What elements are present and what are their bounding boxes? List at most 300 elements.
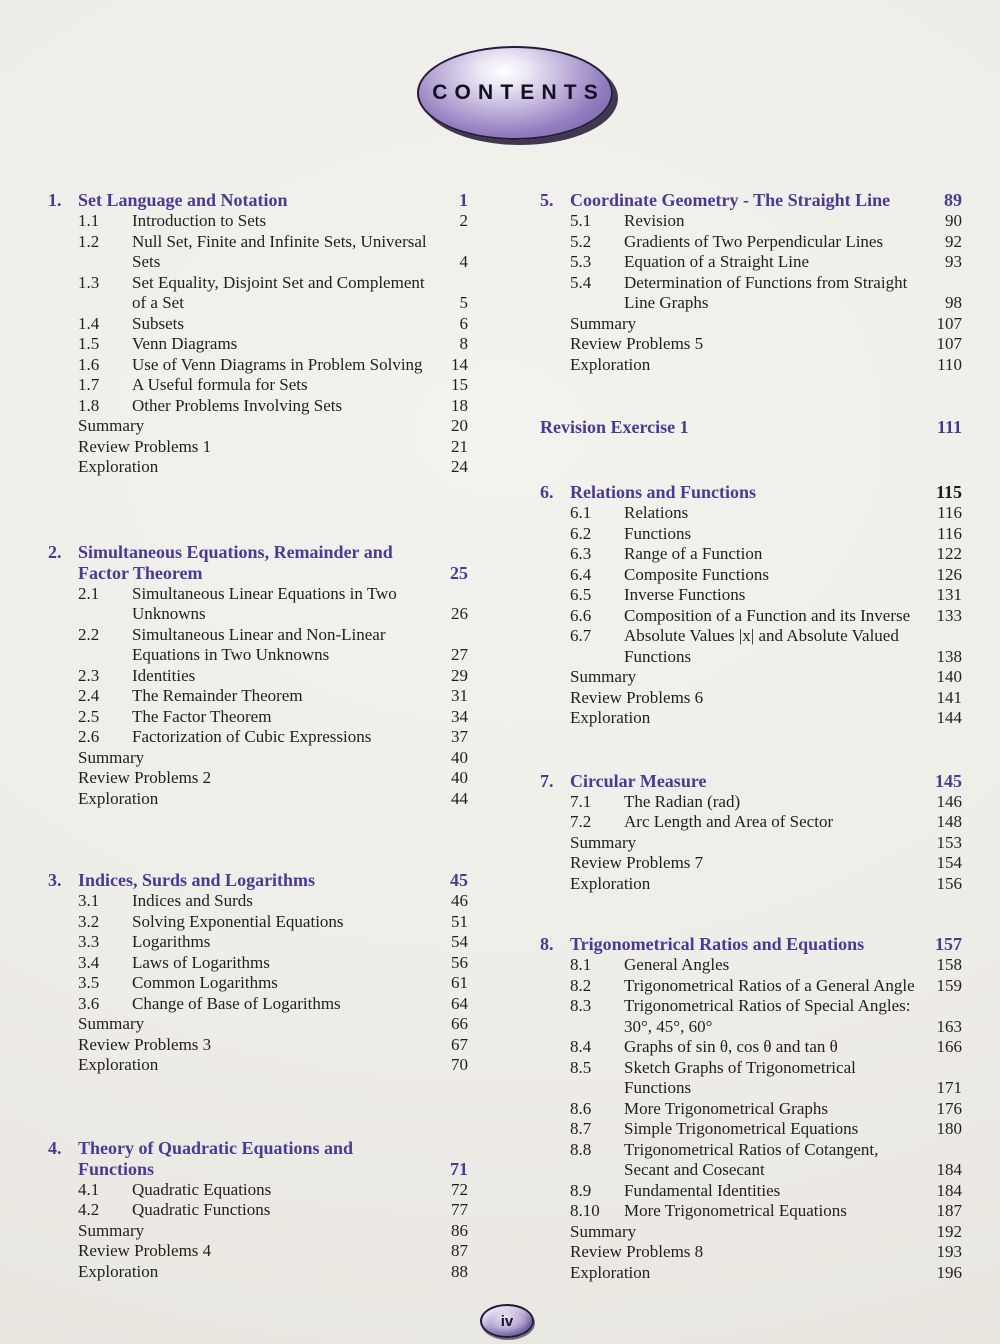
revision-exercise-block xyxy=(540,417,962,438)
entry-page: 110 xyxy=(937,354,962,374)
entry-title: Summary xyxy=(78,1014,145,1033)
entry-page: 15 xyxy=(451,375,468,394)
entry-page: 88 xyxy=(451,1261,468,1281)
entry-title: Functions xyxy=(624,1078,692,1097)
entry-number: 1.3 xyxy=(78,272,100,292)
toc-entry xyxy=(570,955,962,976)
entry-page: 146 xyxy=(936,791,962,811)
toc-entry xyxy=(570,853,962,874)
toc-entry xyxy=(78,457,468,478)
entry-title: Exploration xyxy=(78,1261,159,1281)
toc-entry xyxy=(78,768,468,789)
entry-number: 5.1 xyxy=(570,211,592,230)
entry-title: Solving Exponential Equations xyxy=(132,911,344,931)
chapter-title: Indices, Surds and Logarithms xyxy=(78,870,316,890)
toc-entry xyxy=(78,1241,468,1262)
entry-page: 31 xyxy=(451,686,468,705)
entry-page: 171 xyxy=(936,1078,962,1097)
toc-entry xyxy=(132,604,468,625)
toc-column-left xyxy=(48,190,468,1283)
entry-number: 8.8 xyxy=(570,1139,592,1159)
entry-title: Review Problems 3 xyxy=(78,1034,212,1054)
entry-title: Graphs of sin θ, cos θ and tan θ xyxy=(624,1037,838,1056)
entry-page: 187 xyxy=(936,1201,962,1220)
chapter-block xyxy=(540,771,962,895)
chapter-number: 8. xyxy=(540,934,554,954)
entry-page: 87 xyxy=(451,1241,468,1260)
toc-entry xyxy=(78,355,468,376)
toc-entry xyxy=(78,416,468,437)
entry-page: 92 xyxy=(945,231,962,251)
chapter-heading xyxy=(48,563,468,584)
chapter-title: Factor Theorem xyxy=(78,562,203,583)
entry-page: 107 xyxy=(936,334,962,353)
entry-title: Common Logarithms xyxy=(132,973,278,992)
toc-entry xyxy=(570,792,962,813)
chapter-heading xyxy=(48,1138,468,1159)
entry-number: 1.5 xyxy=(78,334,100,353)
toc-entry xyxy=(570,626,962,647)
entry-number: 8.6 xyxy=(570,1098,592,1118)
entry-page: 131 xyxy=(936,585,962,604)
entry-page: 67 xyxy=(451,1034,468,1054)
entry-number: 6.5 xyxy=(570,585,592,604)
entry-title: More Trigonometrical Graphs xyxy=(624,1098,828,1118)
toc-entry xyxy=(570,544,962,565)
entry-page: 64 xyxy=(451,993,468,1013)
toc-entry xyxy=(624,647,962,668)
toc-entry xyxy=(78,232,468,253)
entry-title: Determination of Functions from Straight xyxy=(624,272,908,292)
chapter-number: 1. xyxy=(48,190,62,210)
entry-number: 4.1 xyxy=(78,1179,100,1199)
entry-title: Fundamental Identities xyxy=(624,1180,781,1200)
entry-title: Exploration xyxy=(570,708,651,727)
entry-page: 27 xyxy=(451,645,468,664)
toc-entry xyxy=(570,667,962,688)
chapter-number: 6. xyxy=(540,482,554,502)
entry-title: Summary xyxy=(78,416,145,435)
entry-page: 133 xyxy=(936,605,962,625)
entry-title: Logarithms xyxy=(132,932,211,951)
chapter-number xyxy=(48,563,78,584)
toc-entry xyxy=(570,314,962,335)
entry-title: Exploration xyxy=(78,788,159,808)
entry-number: 6.2 xyxy=(570,523,592,543)
chapter-page: 89 xyxy=(944,190,962,210)
entry-number: 1.1 xyxy=(78,211,100,230)
entry-title: Change of Base of Logarithms xyxy=(132,993,341,1013)
entry-number: 2.1 xyxy=(78,583,100,603)
entry-title: Sets xyxy=(132,252,161,271)
toc-entry xyxy=(570,1263,962,1284)
entry-title: Laws of Logarithms xyxy=(132,952,270,972)
entry-page: 163 xyxy=(936,1016,962,1036)
toc-entry xyxy=(78,748,468,769)
entry-page: 184 xyxy=(936,1160,962,1179)
toc-entry xyxy=(78,932,468,953)
chapter-block xyxy=(48,542,468,810)
chapter-block xyxy=(540,190,962,375)
chapter-title: Theory of Quadratic Equations and xyxy=(78,1137,354,1158)
toc-entry xyxy=(132,252,468,273)
entry-page: 122 xyxy=(936,544,962,563)
toc-entry xyxy=(570,1242,962,1263)
entry-number: 6.6 xyxy=(570,605,592,625)
chapter-block xyxy=(48,870,468,1076)
entry-title: A Useful formula for Sets xyxy=(132,375,308,394)
entry-number: 8.5 xyxy=(570,1057,592,1077)
toc-entry xyxy=(78,686,468,707)
chapter-heading xyxy=(540,190,962,211)
entry-page: 141 xyxy=(936,687,962,707)
entry-title: Simple Trigonometrical Equations xyxy=(624,1119,859,1138)
entry-number: 7.2 xyxy=(570,812,592,831)
chapter-title: Revision Exercise 1 xyxy=(540,417,689,437)
chapter-heading xyxy=(48,870,468,891)
toc-entry xyxy=(78,994,468,1015)
toc-entry xyxy=(78,1221,468,1242)
chapter-number: 4. xyxy=(48,1137,62,1158)
toc-entry xyxy=(570,1181,962,1202)
toc-entry xyxy=(78,1035,468,1056)
entry-number: 1.7 xyxy=(78,375,100,394)
entry-title: Inverse Functions xyxy=(624,585,746,604)
entry-title: Exploration xyxy=(570,354,651,374)
chapter-page: 157 xyxy=(935,934,962,954)
entry-number: 8.4 xyxy=(570,1037,592,1056)
entry-title: Review Problems 5 xyxy=(570,334,704,353)
chapter-block xyxy=(540,934,962,1283)
entry-page: 193 xyxy=(936,1242,962,1261)
entry-title: Quadratic Equations xyxy=(132,1179,272,1199)
entry-page: 26 xyxy=(451,604,468,623)
entry-number: 6.1 xyxy=(570,503,592,522)
entry-title: Review Problems 8 xyxy=(570,1242,704,1261)
entry-title: Trigonometrical Ratios of Special Angles: xyxy=(624,996,911,1015)
chapter-heading xyxy=(540,771,962,792)
entry-title: Absolute Values |x| and Absolute Valued xyxy=(624,626,899,645)
entry-title: Summary xyxy=(570,1221,637,1241)
entry-number: 3.6 xyxy=(78,993,100,1013)
entry-page: 116 xyxy=(937,523,962,543)
chapter-heading xyxy=(540,934,962,955)
toc-entry xyxy=(570,585,962,606)
entry-number: 6.7 xyxy=(570,626,592,645)
entry-number: 1.2 xyxy=(78,231,100,251)
entry-title: Arc Length and Area of Sector xyxy=(624,812,834,831)
contents-badge xyxy=(0,46,1000,140)
toc-column-right xyxy=(540,190,962,1283)
entry-title: Indices and Surds xyxy=(132,891,253,910)
entry-number: 5.2 xyxy=(570,231,592,251)
toc-entry xyxy=(78,1262,468,1283)
chapter-heading xyxy=(540,482,962,503)
entry-number: 1.6 xyxy=(78,354,100,374)
entry-page: 156 xyxy=(936,873,962,893)
entry-title: Introduction to Sets xyxy=(132,211,267,230)
entry-number: 5.4 xyxy=(570,272,592,292)
toc-entry xyxy=(78,953,468,974)
entry-title: Factorization of Cubic Expressions xyxy=(132,727,372,746)
entry-page: 77 xyxy=(451,1200,468,1219)
toc-entry xyxy=(570,252,962,273)
entry-page: 153 xyxy=(936,832,962,852)
chapter-page: 111 xyxy=(936,417,962,437)
entry-number: 4.2 xyxy=(78,1200,100,1219)
entry-title: Identities xyxy=(132,665,196,685)
entry-title: Review Problems 6 xyxy=(570,687,704,707)
entry-number: 6.3 xyxy=(570,544,592,563)
toc-entry xyxy=(624,1160,962,1181)
toc-entry xyxy=(78,973,468,994)
entry-number: 2.2 xyxy=(78,624,100,644)
page-number-badge xyxy=(0,1304,1000,1338)
entry-page: 154 xyxy=(936,853,962,872)
entry-title: Equations in Two Unknowns xyxy=(132,645,330,664)
entry-number: 2.5 xyxy=(78,706,100,726)
entry-page: 44 xyxy=(451,788,468,808)
toc-entry xyxy=(78,584,468,605)
entry-page: 196 xyxy=(936,1262,962,1282)
entry-title: Secant and Cosecant xyxy=(624,1160,765,1179)
entry-number: 2.6 xyxy=(78,727,100,746)
entry-number: 6.4 xyxy=(570,564,592,584)
toc-entry xyxy=(78,912,468,933)
toc-entry xyxy=(570,355,962,376)
chapter-page: 145 xyxy=(935,770,962,791)
chapter-title: Functions xyxy=(78,1158,155,1179)
entry-page: 138 xyxy=(936,646,962,666)
toc-entry xyxy=(570,211,962,232)
toc-entry xyxy=(132,293,468,314)
toc-entry xyxy=(78,314,468,335)
entry-page: 176 xyxy=(936,1098,962,1118)
chapter-page: 1 xyxy=(459,190,468,210)
entry-title: Functions xyxy=(624,523,692,543)
entry-page: 70 xyxy=(451,1055,468,1074)
entry-title: Composition of a Function and its Inverse xyxy=(624,605,911,625)
entry-number: 3.2 xyxy=(78,911,100,931)
toc-entry xyxy=(570,1222,962,1243)
entry-number: 2.3 xyxy=(78,665,100,685)
entry-title: Exploration xyxy=(570,873,651,893)
entry-page: 166 xyxy=(936,1037,962,1056)
toc-entry xyxy=(570,708,962,729)
entry-page: 29 xyxy=(451,665,468,685)
entry-title: Quadratic Functions xyxy=(132,1200,271,1219)
entry-title: Exploration xyxy=(570,1262,651,1282)
entry-page: 21 xyxy=(451,436,468,456)
chapter-title: Set Language and Notation xyxy=(78,190,288,210)
entry-title: Summary xyxy=(78,1220,145,1240)
entry-page: 40 xyxy=(451,768,468,787)
entry-page: 14 xyxy=(451,354,468,374)
entry-title: Exploration xyxy=(78,457,159,476)
chapter-heading xyxy=(48,1159,468,1180)
entry-page: 158 xyxy=(936,955,962,974)
toc-entry xyxy=(570,833,962,854)
chapter-block xyxy=(48,1138,468,1283)
entry-number: 8.1 xyxy=(570,955,592,974)
toc-entry xyxy=(78,666,468,687)
entry-title: Review Problems 1 xyxy=(78,436,212,456)
toc-entry xyxy=(570,1119,962,1140)
entry-title: Trigonometrical Ratios of a General Angle xyxy=(624,975,915,995)
entry-number: 8.7 xyxy=(570,1119,592,1138)
entry-title: Summary xyxy=(570,667,637,686)
entry-title: Venn Diagrams xyxy=(132,334,238,353)
entry-page: 6 xyxy=(459,313,468,333)
entry-page: 159 xyxy=(936,975,962,995)
entry-title: Summary xyxy=(570,313,637,333)
entry-number: 2.4 xyxy=(78,686,100,705)
toc-entry xyxy=(570,524,962,545)
entry-page: 61 xyxy=(451,973,468,992)
entry-title: Null Set, Finite and Infinite Sets, Universal xyxy=(132,231,427,251)
chapter-heading xyxy=(540,417,962,438)
entry-page: 126 xyxy=(936,564,962,584)
entry-page: 20 xyxy=(451,416,468,435)
chapter-number xyxy=(48,1159,78,1180)
entry-page: 34 xyxy=(451,706,468,726)
entry-number: 8.3 xyxy=(570,996,592,1015)
entry-page: 144 xyxy=(936,708,962,727)
toc-entry xyxy=(78,211,468,232)
chapter-page: 25 xyxy=(450,562,468,583)
entry-page: 8 xyxy=(459,334,468,353)
entry-number: 8.10 xyxy=(570,1201,600,1220)
entry-page: 46 xyxy=(451,891,468,910)
entry-title: Functions xyxy=(624,646,692,666)
entry-page: 2 xyxy=(459,211,468,230)
entry-title: Gradients of Two Perpendicular Lines xyxy=(624,231,884,251)
toc-entry xyxy=(78,273,468,294)
entry-number: 5.3 xyxy=(570,252,592,271)
toc-entry xyxy=(570,232,962,253)
entry-page: 116 xyxy=(937,503,962,522)
toc-entry xyxy=(570,334,962,355)
chapter-title: Coordinate Geometry - The Straight Line xyxy=(570,190,891,210)
toc-entry xyxy=(570,1037,962,1058)
entry-title: Use of Venn Diagrams in Problem Solving xyxy=(132,354,423,374)
entry-title: Review Problems 7 xyxy=(570,853,704,872)
entry-title: Composite Functions xyxy=(624,564,769,584)
toc-entry xyxy=(78,1055,468,1076)
entry-title: General Angles xyxy=(624,955,730,974)
chapter-title: Simultaneous Equations, Remainder and xyxy=(78,541,393,562)
entry-title: Review Problems 2 xyxy=(78,768,212,787)
entry-title: Simultaneous Linear Equations in Two xyxy=(132,583,397,603)
toc-entry xyxy=(78,334,468,355)
entry-title: Simultaneous Linear and Non-Linear xyxy=(132,624,386,644)
entry-page: 140 xyxy=(936,667,962,686)
chapter-block xyxy=(48,190,468,478)
toc-entry xyxy=(570,273,962,294)
chapter-number: 2. xyxy=(48,541,62,562)
chapter-title: Trigonometrical Ratios and Equations xyxy=(570,934,865,954)
entry-page: 93 xyxy=(945,252,962,271)
entry-page: 54 xyxy=(451,932,468,951)
toc-entry xyxy=(570,688,962,709)
entry-page: 66 xyxy=(451,1014,468,1033)
entry-title: The Factor Theorem xyxy=(132,706,272,726)
toc-entry xyxy=(570,503,962,524)
toc-entry xyxy=(78,707,468,728)
toc-entry xyxy=(78,375,468,396)
entry-title: Set Equality, Disjoint Set and Complement xyxy=(132,272,425,292)
toc-entry xyxy=(570,1201,962,1222)
chapter-title: Circular Measure xyxy=(570,770,707,791)
entry-page: 72 xyxy=(451,1179,468,1199)
toc-entry xyxy=(78,727,468,748)
toc-entry xyxy=(78,1180,468,1201)
entry-title: Exploration xyxy=(78,1055,159,1074)
entry-number: 3.3 xyxy=(78,932,100,951)
entry-number: 8.2 xyxy=(570,975,592,995)
entry-title: The Remainder Theorem xyxy=(132,686,303,705)
toc-entry xyxy=(132,645,468,666)
toc-entry xyxy=(78,789,468,810)
entry-page: 37 xyxy=(451,727,468,746)
page-number: iv xyxy=(500,1312,514,1330)
entry-page: 5 xyxy=(459,293,468,312)
entry-page: 90 xyxy=(945,211,962,230)
chapter-page: 45 xyxy=(450,870,468,890)
chapter-heading xyxy=(48,542,468,563)
entry-title: of a Set xyxy=(132,293,184,312)
entry-page: 18 xyxy=(451,395,468,415)
toc-entry xyxy=(570,1099,962,1120)
entry-title: Revision xyxy=(624,211,685,230)
toc-entry xyxy=(78,891,468,912)
entry-title: Equation of a Straight Line xyxy=(624,252,810,271)
toc-entry xyxy=(570,812,962,833)
entry-number: 1.8 xyxy=(78,395,100,415)
chapter-number: 5. xyxy=(540,190,554,210)
entry-page: 107 xyxy=(936,313,962,333)
chapter-number: 7. xyxy=(540,770,554,791)
entry-page: 40 xyxy=(451,747,468,767)
toc-entry xyxy=(78,437,468,458)
entry-title: Other Problems Involving Sets xyxy=(132,395,343,415)
entry-page: 4 xyxy=(459,252,468,271)
contents-badge-oval xyxy=(417,46,613,140)
toc-entry xyxy=(78,1014,468,1035)
chapter-heading xyxy=(48,190,468,211)
entry-page: 98 xyxy=(945,293,962,312)
chapter-number: 3. xyxy=(48,870,62,890)
toc-entry xyxy=(570,565,962,586)
entry-title: 30°, 45°, 60° xyxy=(624,1016,713,1036)
entry-title: Review Problems 4 xyxy=(78,1241,212,1260)
entry-page: 192 xyxy=(936,1221,962,1241)
toc-entry xyxy=(570,1140,962,1161)
entry-title: More Trigonometrical Equations xyxy=(624,1201,847,1220)
entry-page: 148 xyxy=(936,812,962,831)
toc-entry xyxy=(624,1017,962,1038)
entry-page: 56 xyxy=(451,952,468,972)
entry-page: 184 xyxy=(936,1180,962,1200)
contents-title: CONTENTS xyxy=(432,81,605,104)
entry-page: 51 xyxy=(451,911,468,931)
entry-title: Summary xyxy=(78,747,145,767)
entry-title: Sketch Graphs of Trigonometrical xyxy=(624,1057,856,1077)
entry-title: Summary xyxy=(570,832,637,852)
chapter-page: 71 xyxy=(450,1158,468,1179)
chapter-page: 115 xyxy=(935,482,962,502)
entry-number: 1.4 xyxy=(78,313,100,333)
